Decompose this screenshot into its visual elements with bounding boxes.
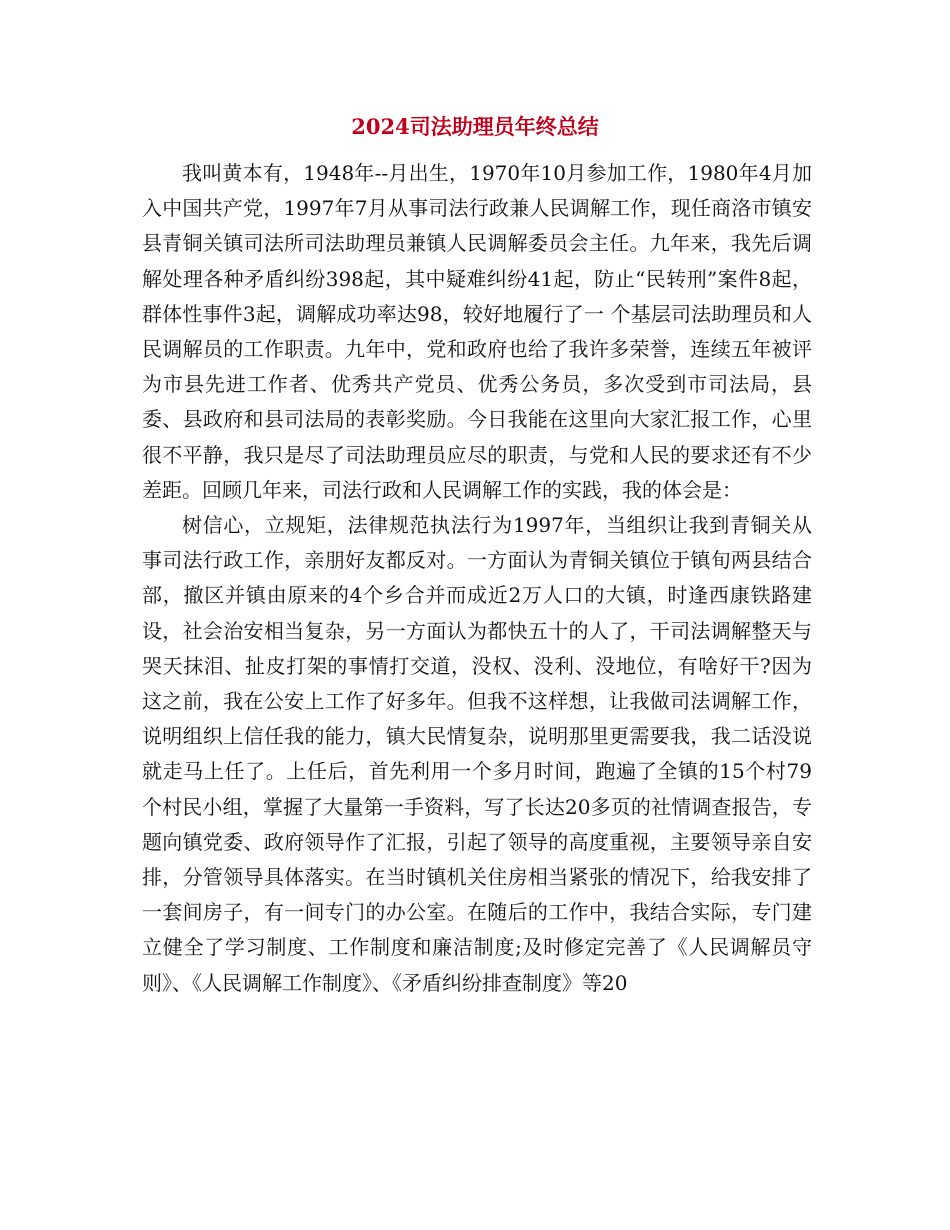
document-body bbox=[142, 156, 812, 1001]
paragraph-intro: 我叫黄本有，1948年--月出生，1970年10月参加工作，1980年4月加入中国共产党，1997年7月从事司法行政兼人民调解工作，现任商洛市镇安县青铜关镇司法所司法助理员兼镇人民调解委员会主任。九年来，我先后调解处理各种矛盾纠纷398起，其中疑难纠纷41起，防止“民转刑”案件8起，群体性事件3起，调解成功率达98，较好地履行了一 个基层司法助理员和人民调解员的工作职责。九年中，党和政府也给了我许多荣誉，连续五年被评为市县先进工作者、优秀共产党员、优秀公务员，多次受到市司法局，县委、县政府和县司法局的表彰奖励。今日我能在这里向大家汇报工作，心里很不平静，我只是尽了司法助理员应尽的职责，与党和人民的要求还有不少差距。回顾几年来，司法行政和人民调解工作的实践，我的体会是： bbox=[142, 161, 812, 502]
paragraph-confidence: 树信心，立规矩，法律规范执法行为1997年，当组织让我到青铜关从事司法行政工作，亲朋好友都反对。一方面认为青铜关镇位于镇旬两县结合部，撤区并镇由原来的4个乡合并而成近2万人口的大镇，时逢西康铁路建设，社会治安相当复杂，另一方面认为都快五十的人了，干司法调解整天与哭天抹泪、扯皮打架的事情打交道，没权、没利、没地位，有啥好干?因为这之前，我在公安上工作了好多年。但我不这样想，让我做司法调解工作，说明组织上信任我的能力，镇大民情复杂，说明那里更需要我，我二话没说就走马上任了。上任后，首先利用一个多月时间，跑遍了全镇的15个村79个村民小组，掌握了大量第一手资料，写了长达20多页的社情调查报告，专题向镇党委、政府领导作了汇报，引起了领导的高度重视，主要领导亲自安排，分管领导具体落实。在当时镇机关住房相当紧张的情况下，给我安排了一套间房子，有一间专门的办公室。在随后的工作中，我结合实际，专门建立健全了学习制度、工作制度和廉洁制度;及时修定完善了《人民调解员守则》、《人民调解工作制度》、《矛盾纠纷排查制度》等20 bbox=[142, 513, 812, 995]
document-title: 2024司法助理员年终总结 bbox=[351, 114, 599, 139]
